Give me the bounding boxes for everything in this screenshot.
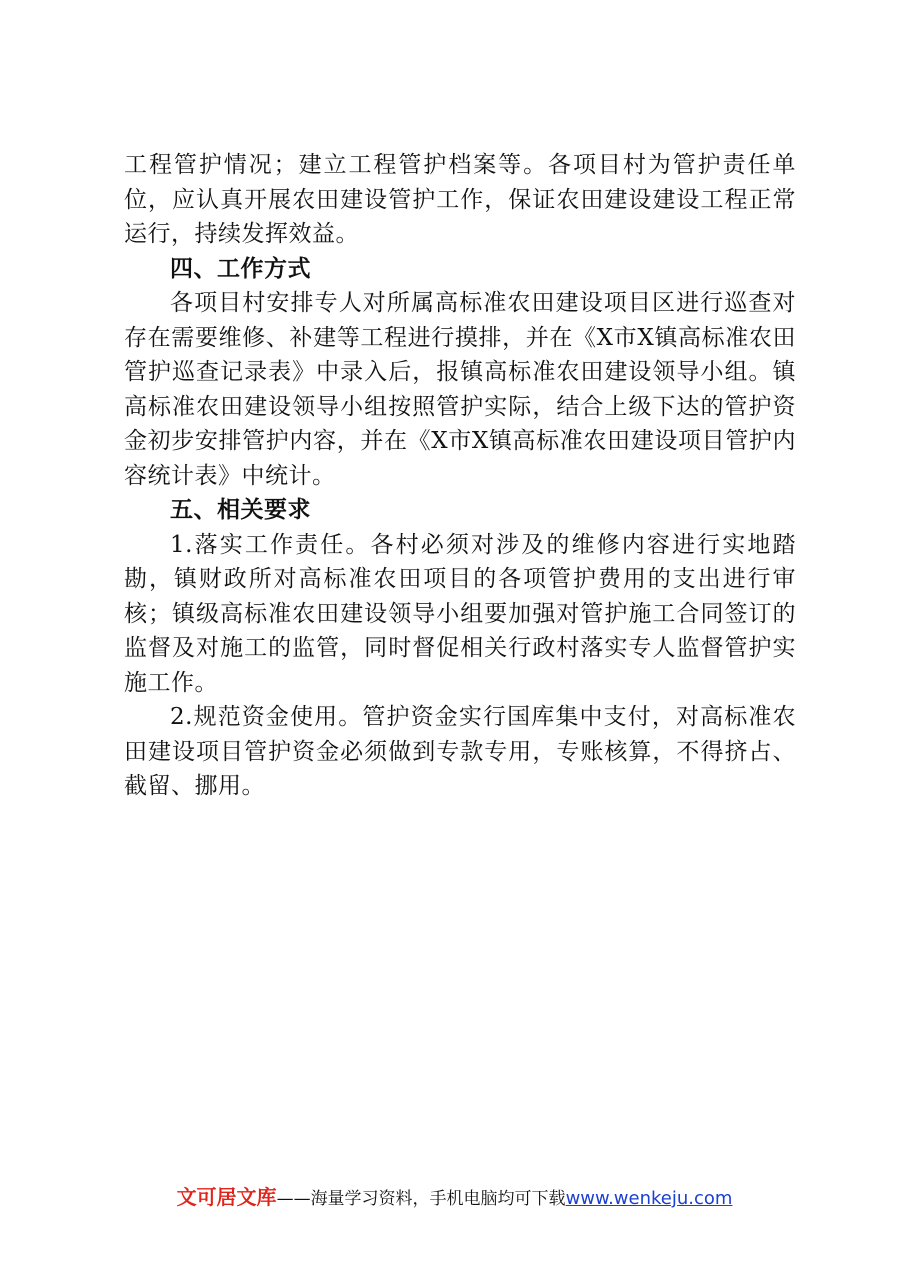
footer-brand: 文可居文库	[176, 1185, 277, 1209]
document-body	[124, 148, 796, 804]
paragraph-requirement-2: 2.规范资金使用。管护资金实行国库集中支付，对高标准农田建设项目管护资金必须做到专款专用，专账核算，不得挤占、截留、挪用。	[124, 704, 796, 799]
footer-link[interactable]: www.wenkeju.com	[565, 1188, 733, 1209]
footer-tagline: ——海量学习资料，手机电脑均可下载	[276, 1189, 566, 1209]
paragraph-requirement-1: 1.落实工作责任。各村必须对涉及的维修内容进行实地踏勘，镇财政所对高标准农田项目的各项管护费用的支出进行审核；镇级高标准农田建设领导小组要加强对管护施工合同签订的监督及对施工的监管，同时督促相关行政村落实专人监督管护实施工作。	[124, 531, 796, 696]
section-heading-requirements: 五、相关要求	[170, 497, 311, 523]
paragraph-continuation: 工程管护情况；建立工程管护档案等。各项目村为管护责任单位，应认真开展农田建设管护工作，保证农田建设建设工程正常运行，持续发挥效益。	[124, 152, 796, 247]
paragraph-work-method: 各项目村安排专人对所属高标准农田建设项目区进行巡查对存在需要维修、补建等工程进行摸排，并在《X市X镇高标准农田管护巡查记录表》中录入后，报镇高标准农田建设领导小组。镇高标准农田建设领导小组按照管护实际，结合上级下达的管护资金初步安排管护内容，并在《X市X镇高标准农田建设项目管护内容统计表》中统计。	[124, 290, 796, 489]
section-heading-work-method: 四、工作方式	[170, 255, 311, 282]
footer-banner	[0, 1184, 909, 1212]
